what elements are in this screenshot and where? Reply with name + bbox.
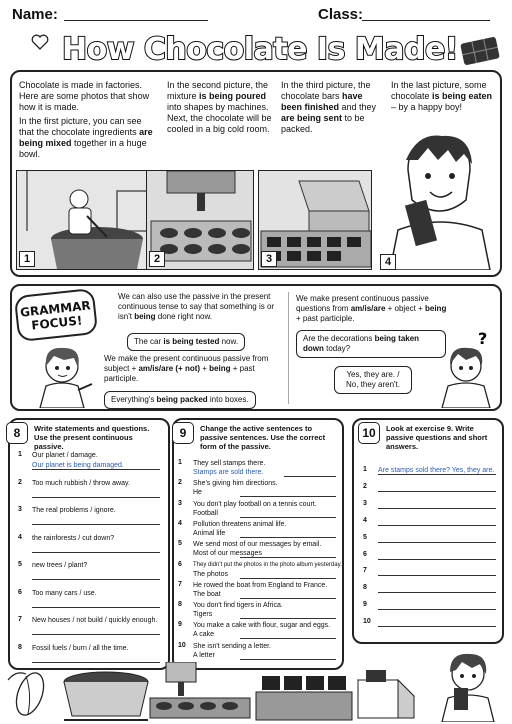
ex8-prompt: The real problems / ignore. — [32, 507, 116, 514]
ex8-answer-line[interactable] — [32, 607, 160, 608]
ex8-prompt: Our planet / damage. — [32, 452, 98, 459]
ex9-sentence-start: He — [193, 489, 202, 497]
ex8-answer: Our planet is being damaged. — [32, 462, 124, 469]
mixing-bowl-illustration — [58, 664, 154, 722]
ex8-answer-line[interactable] — [32, 552, 160, 553]
factory-packing-picture — [258, 170, 372, 270]
example-everything-packed: Everything's being packed into boxes. — [104, 391, 256, 409]
story-picture-1: In the first picture, you can see that the chocolate ingredients are being mixed together in a huge bowl. — [19, 116, 153, 159]
ex8-answer-line[interactable] — [32, 524, 160, 525]
picture-number-2: 2 — [149, 251, 165, 267]
ex9-item-number: 3 — [178, 499, 182, 507]
ex9-sentence-start: Most of our messages — [193, 550, 262, 558]
ex9-sentence-start: A cake — [193, 631, 215, 639]
ex10-answer-line[interactable] — [378, 559, 496, 560]
ex9-prompt: She's giving him directions. — [193, 480, 278, 488]
exercise-9-number: 9 — [172, 422, 194, 444]
ex9-sentence-start: A letter — [193, 651, 215, 659]
ex8-item-number: 2 — [18, 478, 22, 486]
story-text-1 — [19, 80, 159, 160]
ex9-sentence-start: Stamps are sold there. — [193, 469, 264, 476]
chocolate-box-illustration — [352, 660, 422, 722]
ex10-answer-line[interactable] — [378, 626, 496, 627]
ex10-item-number: 10 — [363, 618, 371, 626]
ex10-item-number: 1 — [363, 466, 367, 473]
ex8-prompt: Too much rubbish / throw away. — [32, 479, 130, 487]
grammar-rule-1: We can also use the passive in the present continuous tense to say that something is or isn't being done right now. — [118, 292, 275, 321]
example-decorations-question: Are the decorations being taken down today? — [296, 330, 446, 358]
boy-with-chocolate-illustration — [432, 648, 504, 722]
ex8-item-number: 6 — [18, 588, 22, 596]
ex9-answer-line[interactable] — [240, 496, 336, 497]
boy-thinking-illustration — [436, 330, 498, 408]
ex9-answer-line[interactable] — [240, 557, 336, 558]
ex9-prompt: Pollution threatens animal life. — [193, 520, 287, 528]
exercise-8-number: 8 — [6, 422, 28, 444]
ex8-item-number: 5 — [18, 561, 22, 568]
story-text-4: In the last picture, some chocolate is being eaten – by a happy boy! — [391, 80, 493, 112]
ex8-item-number: 3 — [18, 506, 22, 513]
ex9-item-number: 1 — [178, 459, 182, 466]
ex10-item-number: 2 — [363, 482, 367, 490]
ex10-item-number: 9 — [363, 601, 367, 609]
name-field[interactable] — [64, 20, 208, 21]
ex9-item-number: 5 — [178, 540, 182, 548]
svg-text:?: ? — [478, 330, 488, 348]
picture-number-1: 1 — [19, 251, 35, 267]
ex8-answer-line[interactable] — [32, 497, 160, 498]
ex10-item-number: 4 — [363, 516, 367, 524]
picture-number-4: 4 — [380, 254, 396, 270]
ex10-answer-line[interactable] — [378, 592, 496, 593]
ex9-answer-line[interactable] — [240, 638, 336, 639]
exercise-8-instructions: Write statements and questions. Use the present continuous passive. — [34, 424, 150, 451]
ex9-answer-line[interactable] — [240, 517, 336, 518]
ex9-answer-line[interactable] — [240, 618, 336, 619]
ex9-item-number: 10 — [178, 641, 186, 649]
ex9-prompt: She isn't sending a letter. — [193, 642, 271, 650]
factory-mixing-picture — [16, 170, 164, 270]
ex8-item-number: 8 — [18, 643, 22, 651]
ex10-item-number: 3 — [363, 499, 367, 507]
ex9-answer-line[interactable] — [240, 598, 336, 599]
ex10-item-number: 7 — [363, 567, 367, 575]
ex8-item-number: 4 — [18, 533, 22, 541]
page-title: How Chocolate Is Made! — [62, 32, 458, 67]
exercise-9-instructions: Change the active sentences to passive sentences. Use the correct form of the passive. — [200, 424, 326, 451]
ex8-item-number: 7 — [18, 616, 22, 623]
example-car-tested: The car is being tested now. — [127, 333, 245, 351]
ex8-item-number: 1 — [18, 451, 22, 458]
ex9-prompt: He rowed the boat from England to France. — [193, 581, 328, 589]
ex8-prompt: new trees / plant? — [32, 562, 88, 569]
story-text-3: In the third picture, the chocolate bars have been finished and they are being sent to be packed. — [281, 80, 377, 134]
ex9-answer-line[interactable] — [240, 659, 336, 660]
class-field[interactable] — [362, 20, 490, 21]
ex9-item-number: 8 — [178, 601, 182, 609]
ex8-prompt: Too many cars / use. — [32, 589, 97, 597]
factory-pouring-picture — [146, 170, 254, 270]
ex9-item-number: 4 — [178, 519, 182, 527]
ex10-item-number: 8 — [363, 584, 367, 592]
ex9-answer-line[interactable] — [284, 476, 336, 477]
ex10-answer: Are stamps sold there? Yes, they are. — [378, 467, 495, 474]
ex9-prompt: We send most of our messages by email. — [193, 541, 322, 549]
chocolate-bar-icon — [460, 36, 502, 66]
girl-pointing-illustration — [34, 344, 96, 408]
ex8-answer-line[interactable] — [32, 662, 160, 663]
grammar-divider — [288, 292, 289, 404]
ex9-prompt: You don't find tigers in Africa. — [193, 602, 283, 610]
ex10-answer-line[interactable] — [378, 508, 496, 509]
ex9-sentence-start: Tigers — [193, 611, 213, 619]
grammar-focus-badge: GRAMMAR FOCUS! — [14, 288, 98, 342]
grammar-rule-2: We make the present continuous passive from subject + am/is/are (+ not) + being + past participle. — [104, 354, 269, 383]
ex10-item-number: 5 — [363, 533, 367, 541]
heart-icon — [30, 32, 50, 52]
exercise-10-number: 10 — [358, 422, 380, 444]
ex10-answer-line[interactable] — [378, 542, 496, 543]
ex9-sentence-start: The photos — [193, 570, 229, 578]
ex9-prompt: You make a cake with flour, sugar and eggs. — [193, 622, 331, 630]
ex9-prompt: They sell stamps there. — [193, 460, 266, 467]
ex8-answer-line[interactable] — [32, 634, 160, 635]
example-short-answers: Yes, they are. / No, they aren't. — [334, 366, 412, 394]
ex9-prompt: They didn't put the photos in the photo album yesterday. — [193, 561, 342, 568]
ex10-answer-line[interactable] — [378, 491, 496, 492]
ex9-item-number: 9 — [178, 621, 182, 629]
ex9-sentence-start: The boat — [193, 590, 221, 598]
boy-eating-chocolate-picture — [378, 130, 496, 270]
story-text-2: In the second picture, the mixture is being poured into shapes by machines. Next, the chocolate will be cooled in a big cold room. — [167, 80, 272, 134]
ex9-item-number: 7 — [178, 580, 182, 588]
ex10-answer-line[interactable] — [378, 609, 496, 610]
chocolate-machines-illustration — [148, 662, 354, 722]
picture-number-3: 3 — [261, 251, 277, 267]
ex9-sentence-start: Football — [193, 509, 218, 517]
ex9-answer-line[interactable] — [240, 578, 336, 579]
ex8-prompt: New houses / not build / quickly enough. — [32, 617, 158, 624]
ex9-sentence-start: Animal life — [193, 529, 226, 537]
class-label: Class: — [318, 6, 364, 23]
ex8-answer-line[interactable] — [32, 579, 160, 580]
exercise-10-instructions: Look at exercise 9. Write passive questions and short answers. — [386, 424, 488, 451]
ex8-prompt: Fossil fuels / burn / all the time. — [32, 644, 129, 652]
name-label: Name: — [12, 6, 58, 23]
ex9-prompt: You don't play football on a tennis court. — [193, 500, 317, 508]
ex10-answer-line[interactable] — [378, 525, 496, 526]
ex9-answer-line[interactable] — [240, 537, 336, 538]
ex9-item-number: 6 — [178, 560, 182, 568]
ex8-prompt: the rainforests / cut down? — [32, 534, 115, 542]
ex10-answer-line[interactable] — [378, 575, 496, 576]
ex10-item-number: 6 — [363, 550, 367, 558]
ex9-item-number: 2 — [178, 479, 182, 487]
grammar-rule-questions: We make present continuous passive questions from am/is/are + object + being + past participle. — [296, 294, 447, 323]
cacao-pod-illustration — [6, 660, 54, 722]
story-intro: Chocolate is made in factories. Here are some photos that show how it is made. — [19, 80, 150, 112]
